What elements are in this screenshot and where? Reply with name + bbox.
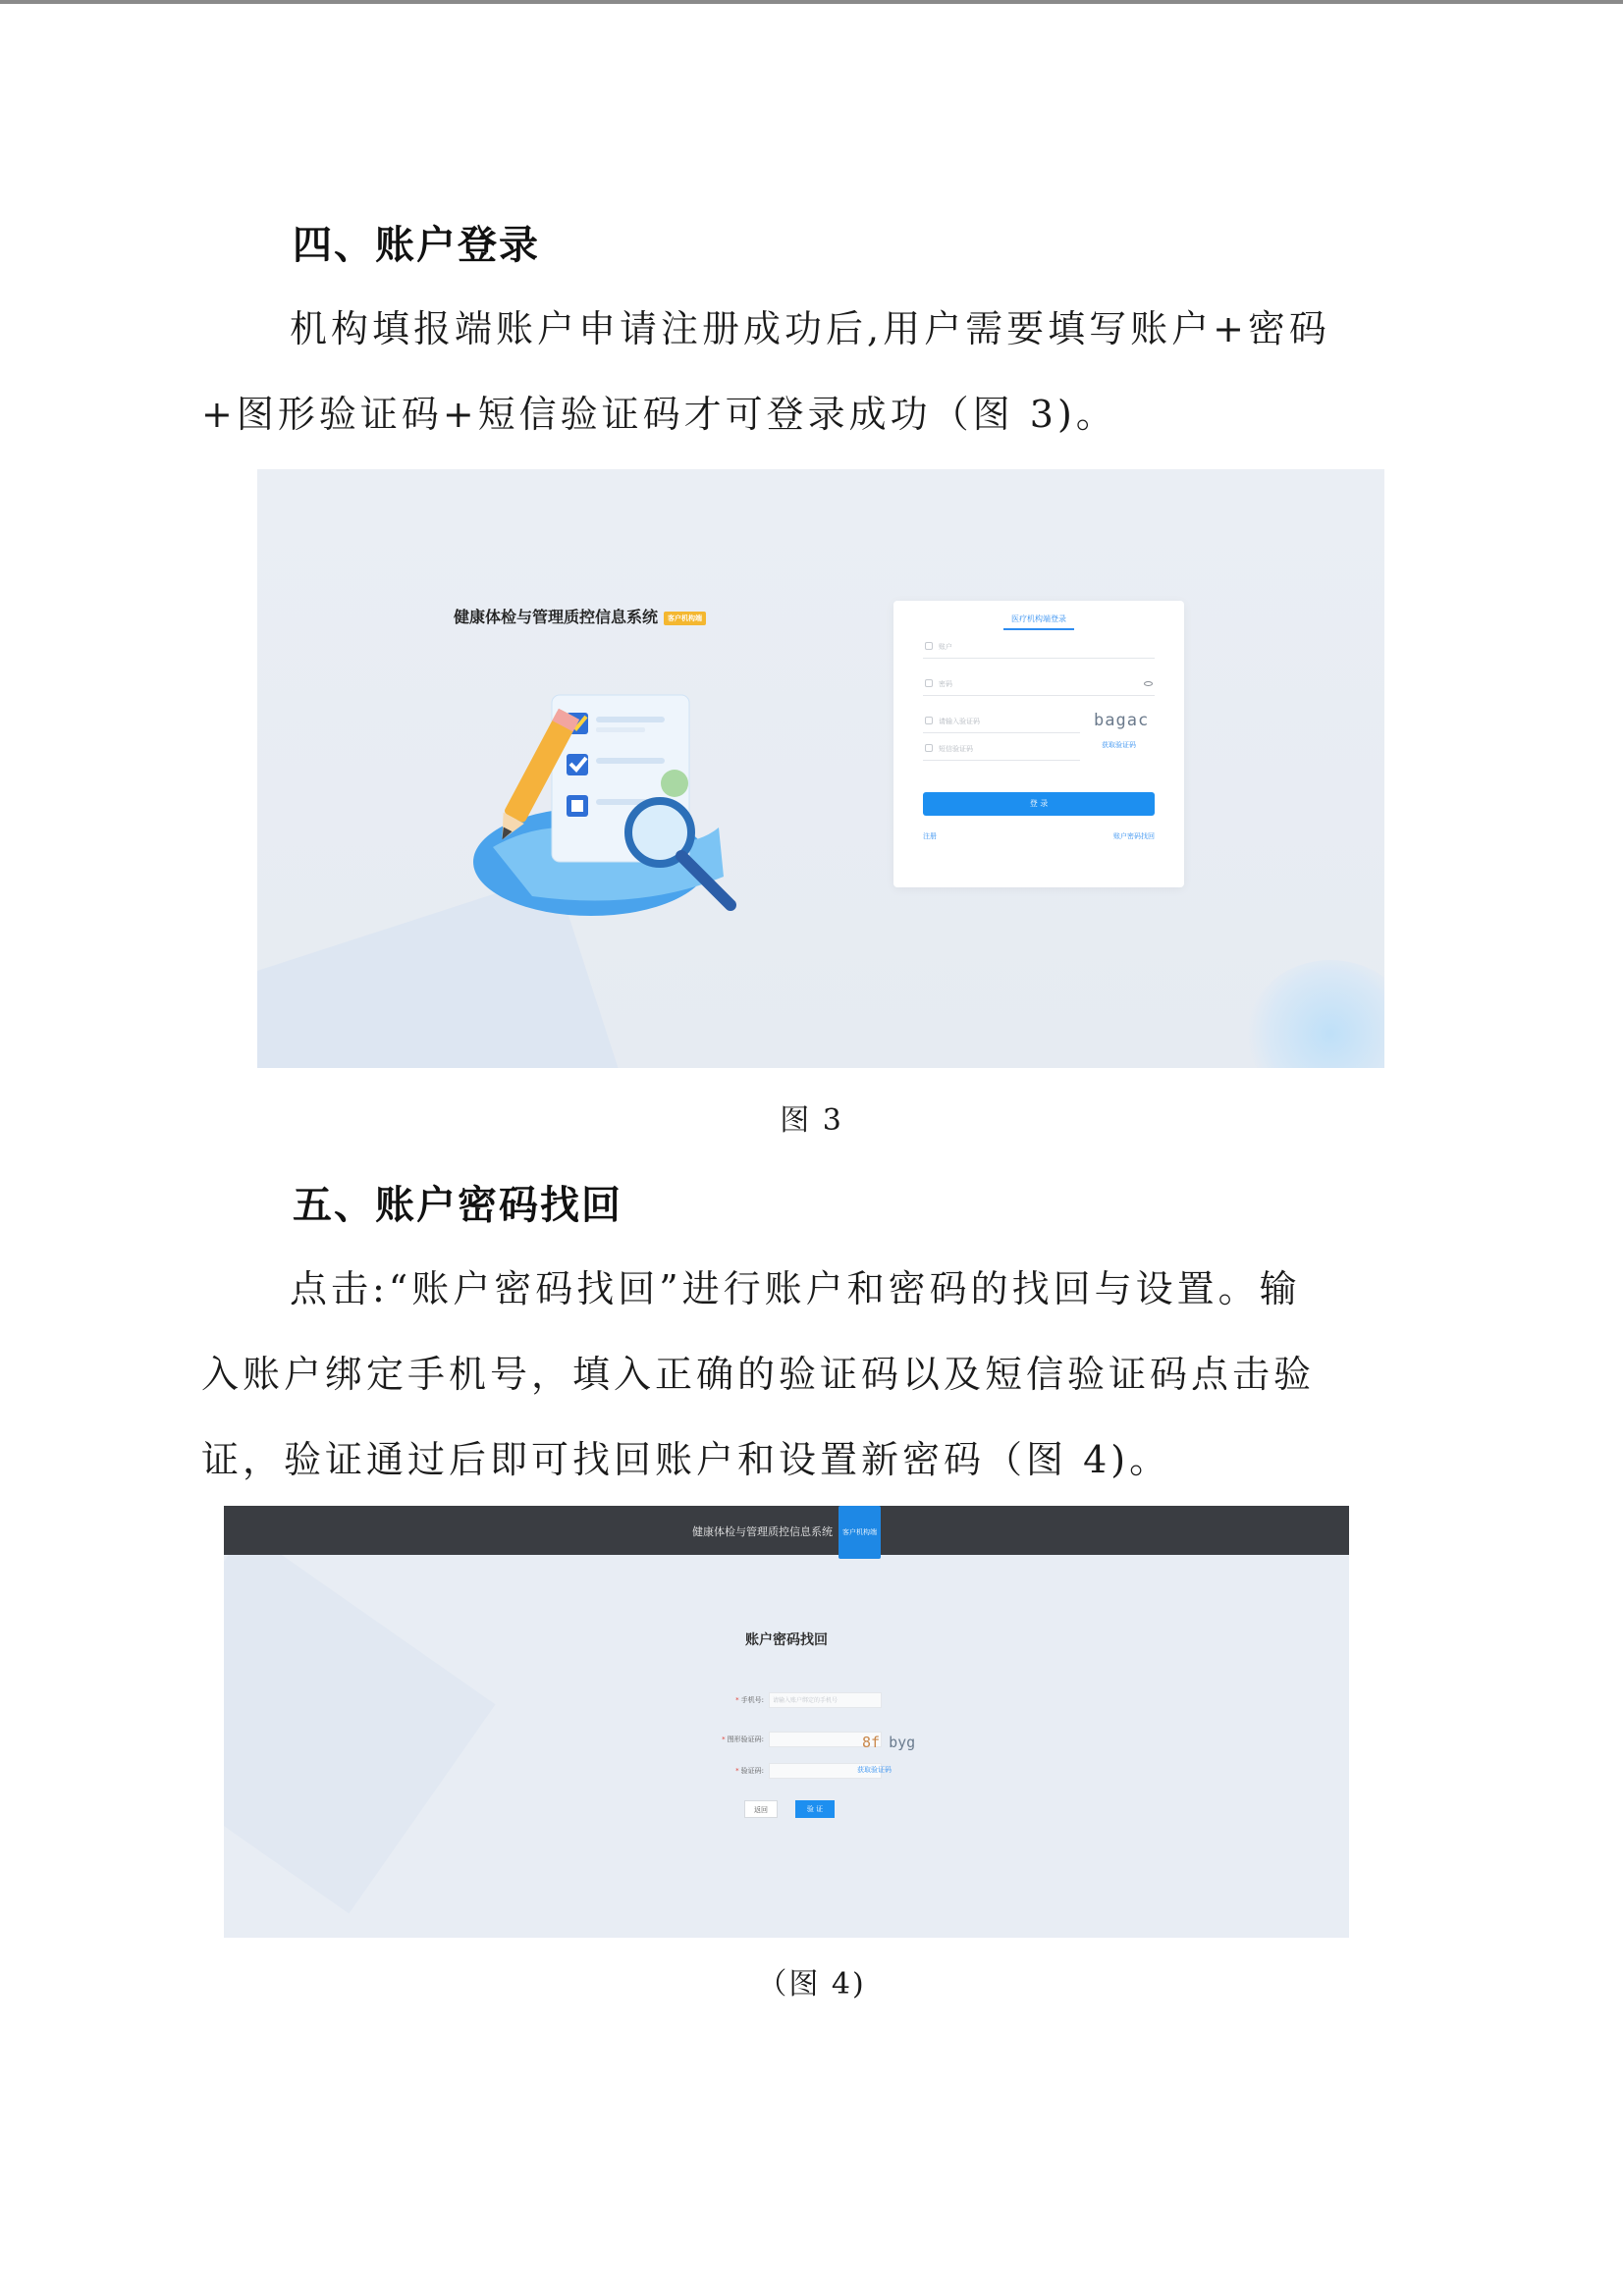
section5-heading: 五、账户密码找回 <box>293 1183 622 1228</box>
login-button[interactable]: 登 录 <box>923 792 1155 816</box>
header-title: 健康体检与管理质控信息系统 <box>692 1525 833 1538</box>
register-link[interactable]: 注册 <box>923 832 937 840</box>
captcha-input[interactable] <box>923 711 1080 733</box>
get-sms-code-link[interactable]: 获取验证码 <box>857 1766 892 1774</box>
checklist-illustration <box>473 666 758 921</box>
section5-paragraph-line2: 入账户绑定手机号，填入正确的验证码以及短信验证码点击验 <box>201 1353 1316 1396</box>
login-card <box>893 601 1184 887</box>
section5-paragraph-line1: 点击:“账户密码找回”进行账户和密码的找回与设置。输 <box>290 1267 1301 1310</box>
figure3-login-screenshot <box>257 469 1384 1068</box>
section4-heading: 四、账户登录 <box>293 223 540 268</box>
section4-paragraph <box>201 287 1380 457</box>
account-placeholder: 账户 <box>939 643 952 651</box>
captcha-image[interactable]: 8f byg <box>862 1734 916 1751</box>
sms-code-input[interactable] <box>923 738 1080 761</box>
captcha-label: * 图形验证码: <box>722 1735 764 1743</box>
figure4-caption: （图 4) <box>757 1967 866 2002</box>
system-title-text: 健康体检与管理质控信息系统 <box>454 608 659 626</box>
section4-paragraph-line2: +图形验证码+短信验证码才可登录成功（图 3)。 <box>201 393 1117 436</box>
sms-label: * 验证码: <box>735 1767 764 1775</box>
sms-code-placeholder: 短信验证码 <box>939 745 973 753</box>
figure4-recovery-screenshot <box>224 1506 1349 1938</box>
user-icon <box>925 642 933 650</box>
forgot-password-link[interactable]: 账户密码找回 <box>1113 832 1155 840</box>
section5-paragraph-line3: 证，验证通过后即可找回账户和设置新密码（图 4)。 <box>201 1438 1171 1481</box>
page-top-rule <box>0 0 1623 4</box>
section4-paragraph-line1: 机构填报端账户申请注册成功后,用户需要填写账户+密码 <box>290 307 1330 350</box>
password-placeholder: 密码 <box>939 680 952 688</box>
figure3-caption: 图 3 <box>780 1103 843 1138</box>
eye-icon[interactable] <box>1144 681 1153 686</box>
login-card-title[interactable]: 医疗机构端登录 <box>1011 614 1066 623</box>
system-title <box>454 605 706 627</box>
background-glow <box>1247 960 1384 1068</box>
section5-paragraph <box>201 1247 1380 1503</box>
verify-button[interactable]: 验 证 <box>795 1800 835 1818</box>
login-card-title-underline <box>1003 628 1074 630</box>
header-badge: 客户机构端 <box>839 1506 881 1559</box>
back-button[interactable]: 返回 <box>744 1800 778 1818</box>
lock-icon <box>925 679 933 687</box>
system-badge: 客户机构端 <box>664 612 706 625</box>
phone-input[interactable]: 请输入账户绑定的手机号 <box>769 1692 882 1708</box>
recovery-page-title: 账户密码找回 <box>745 1632 828 1648</box>
get-sms-code-link[interactable]: 获取验证码 <box>1102 741 1136 749</box>
sms-row <box>636 1763 960 1781</box>
password-input[interactable] <box>923 673 1155 696</box>
account-input[interactable] <box>923 636 1155 659</box>
shield-icon <box>925 717 933 724</box>
phone-row <box>636 1692 960 1710</box>
phone-label: * 手机号: <box>735 1696 764 1704</box>
captcha-image[interactable]: bagac <box>1094 711 1150 730</box>
background-decoration <box>224 1530 496 1914</box>
captcha-placeholder: 请输入验证码 <box>939 718 980 725</box>
app-header <box>224 1506 1349 1555</box>
message-icon <box>925 744 933 752</box>
